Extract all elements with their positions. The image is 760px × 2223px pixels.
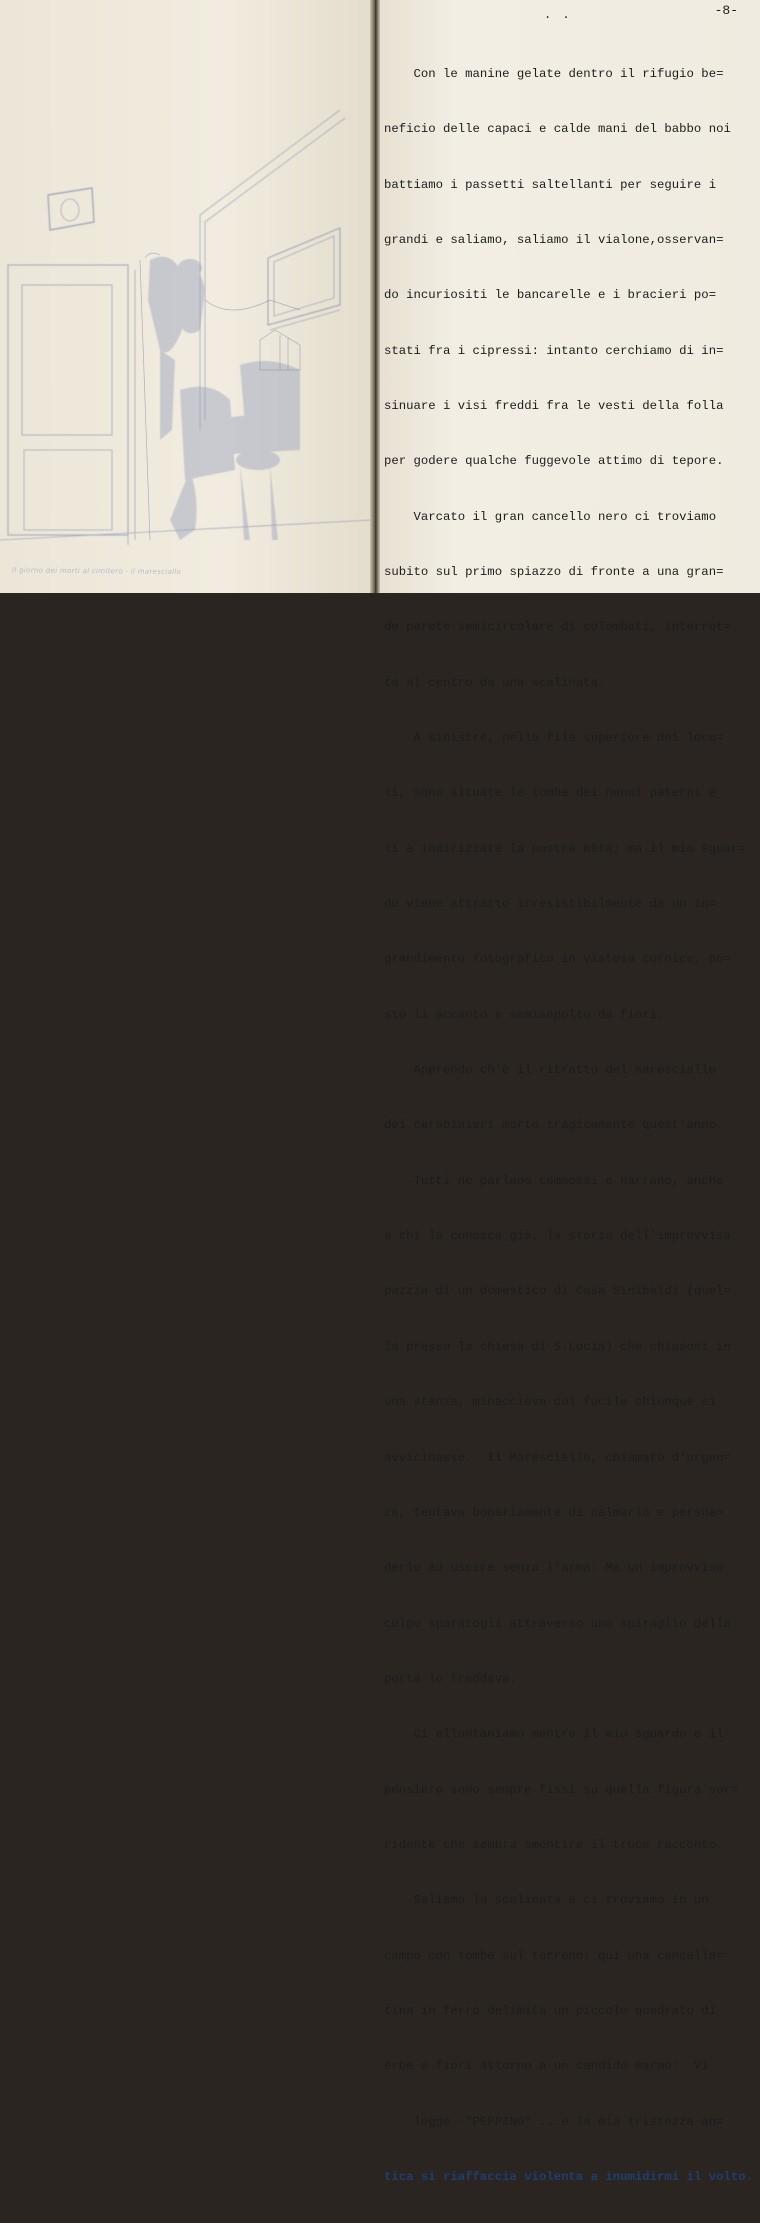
text-line: Ci allontaniamo mentre il mio sguardo e il (384, 1727, 724, 1742)
text-line: Con le manine gelate dentro il rifugio be= (384, 66, 724, 81)
pencil-sketch-illustration (0, 0, 372, 593)
text-line: per godere qualche fuggevole attimo di tepore. (384, 454, 724, 469)
text-line: Apprendo ch'è il ritratto del maresciallo (384, 1063, 717, 1078)
text-line: za, tentava bonariamente di calmarlo e persua= (384, 1505, 724, 1520)
text-line: sto lì accanto e semisepolto da fiori. (384, 1007, 665, 1022)
text-line: porta lo freddava. (384, 1671, 517, 1686)
text-line: battiamo i passetti saltellanti per seguire i (384, 177, 717, 192)
text-line: a chi la conosce già, la storia dell'improvvisa (384, 1229, 731, 1244)
text-line: subito sul primo spiazzo di fronte a una gran= (384, 565, 724, 579)
illustration-caption: Il giorno dei morti al cimitero · il maresciallo (11, 566, 182, 576)
text-line: sinuare i visi freddi fra le vesti della folla (384, 398, 724, 413)
text-line: do incuriositi le bancarelle e i bracieri po= (384, 288, 717, 303)
text-line: avvicinasse. Il Maresciallo, chiamato d'urgen= (384, 1450, 731, 1465)
book-gutter (370, 0, 380, 593)
text-line: A sinistre, nella fila superiore dei locu= (384, 731, 724, 746)
text-line: pensiero sono sempre fissi su quella figura sor= (384, 1782, 739, 1797)
text-line: li, sono situate le tombe dei nonni paterni e (384, 786, 717, 801)
page-number: -8- (714, 3, 738, 18)
text-line: Saliamo la scalinata e ci troviamo in un (384, 1893, 709, 1908)
text-line: stati fra i cipressi: intanto cerchiamo di in= (384, 343, 724, 358)
text-line: ta al centro da una scalinata. (384, 675, 606, 690)
text-line: pazzia di un domestico di Casa Sinibaldi (quel= (384, 1284, 731, 1299)
typewritten-text (384, 28, 756, 2223)
text-line: Tutti ne parlano commossi e narrano, anche (384, 1173, 724, 1188)
text-line: erbe e fiori attorno a un candido marmo: Vi (384, 2059, 709, 2074)
text-line: lì è indirizzata la nostra mèta; ma il mio sguar= (384, 841, 746, 856)
text-line: dei carabinieri morto tragicamente quest'anno. (384, 1118, 724, 1133)
text-line: de parete semicircolare di colombati, interrot= (384, 620, 731, 635)
page-dots: . . (544, 8, 572, 22)
text-line: la presso la chiesa di S.Lucia) che chiusosi in (384, 1339, 731, 1354)
text-last-line: tica si riaffaccia violenta a inumidirmi il volto. (384, 2169, 753, 2184)
text-line: grandimento fotografico in vistosa cornice, po= (384, 952, 731, 967)
text-line: colpo sparatogli attraverso uno spiraglio della (384, 1616, 731, 1631)
text-line: campo con tombe sul terreno: qui una cancella= (384, 1948, 724, 1963)
text-line: legge -"PEPPINO" ...e la mia tristezza an= (384, 2114, 724, 2129)
text-line: ridente che sembra smentire il truce racconto. (384, 1837, 724, 1852)
text-line: grandi e saliamo, saliamo il vialone,osservan= (384, 232, 724, 247)
text-line: neficio delle capaci e calde mani del babbo noi (384, 122, 731, 137)
right-page (380, 0, 760, 2184)
text-line: tina in ferro delimita un piccolo quadrato di (384, 2003, 717, 2018)
text-line: una stanza, minacciava col fucile chiunque si (384, 1395, 717, 1410)
left-page (0, 0, 372, 593)
text-line: Varcato il gran cancello nero ci troviamo (384, 509, 717, 524)
text-line: do viene attratto irresistibilmente da un in= (384, 897, 717, 912)
text-line: derlo ad uscire senza l'arma: Ma un improvviso (384, 1561, 724, 1576)
